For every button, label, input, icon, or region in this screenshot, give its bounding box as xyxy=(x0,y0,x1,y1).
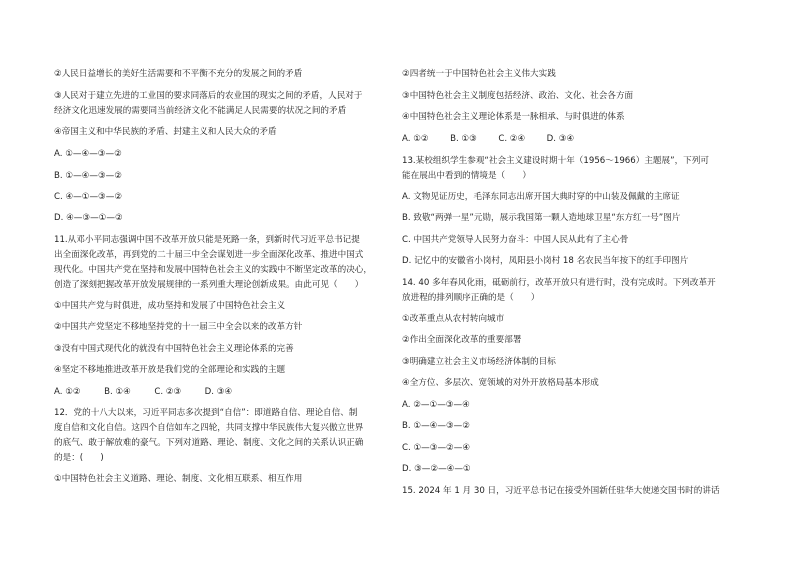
q10-option-4: ④帝国主义和中华民族的矛盾、封建主义和人民大众的矛盾 xyxy=(54,127,277,137)
q12-item-1: ①中国特色社会主义道路、理论、制度、文化相互联系、相互作用 xyxy=(54,474,303,484)
q11-item-1: ①中国共产党与时俱进，成功坚持和发展了中国特色社会主义 xyxy=(54,301,286,311)
q12-choice-b: B. ①③ xyxy=(450,134,477,144)
q11-stem-line3: 现代化。中国共产党在坚持和发展中国特色社会主义的实践中不断坚定改革的决心， xyxy=(54,265,372,275)
q12-stem-line3: 的底气、敢于解放难的豪气。下列对道路、理论、制度、文化之间的关系认识正确 xyxy=(54,438,364,448)
q14-item-2: ②作出全面深化改革的重要部署 xyxy=(402,335,522,345)
q10-option-3-line2: 经济文化迅速发展的需要同当前经济文化不能满足人民需要的状况之间的矛盾 xyxy=(54,106,347,116)
q12-stem-line4: 的是：( ) xyxy=(54,453,104,463)
q11-choice-c: C. ②③ xyxy=(154,387,182,397)
q12-item-3: ③中国特色社会主义制度包括经济、政治、文化、社会各方面 xyxy=(402,91,634,101)
q12-stem-line2: 度自信和文化自信。这四个自信如车之四轮，共同支撑中华民族伟大复兴傲立世界 xyxy=(54,423,364,433)
q11-stem-line2: 出全面深化改革，再到党的二十届三中全会谋划进一步全面深化改革、推进中国式 xyxy=(54,250,364,260)
q10-choice-a: A. ①—④—③—② xyxy=(54,149,122,159)
q11-item-2: ②中国共产党坚定不移地坚持党的十一届三中全会以来的改革方针 xyxy=(54,322,303,332)
q10-choice-b: B. ①—④—③—② xyxy=(54,171,122,181)
q14-stem-line2: 放进程的排列顺序正确的是（ ） xyxy=(402,293,540,303)
q11-choice-b: B. ①④ xyxy=(104,387,131,397)
q14-item-3: ③明确建立社会主义市场经济体制的目标 xyxy=(402,357,556,367)
q13-stem-line1: 13.某校组织学生参观“社会主义建设时期十年（1956～1966）主题展”，下列可 xyxy=(402,156,709,166)
q11-choice-a: A. ①② xyxy=(54,387,81,397)
q14-item-4: ④全方位、多层次、宽领域的对外开放格局基本形成 xyxy=(402,378,599,388)
q12-item-2: ②四者统一于中国特色社会主义伟大实践 xyxy=(402,69,556,79)
q11-stem-line1: 11.从邓小平同志强调中国不改革开放只能是死路一条，到新时代习近平总书记提 xyxy=(54,235,360,245)
q12-choice-d: D. ③④ xyxy=(546,134,575,144)
q12-choice-a: A. ①② xyxy=(402,134,429,144)
q11-choice-d: D. ③④ xyxy=(204,387,233,397)
q13-choice-d: D. 记忆中的安徽省小岗村，凤阳县小岗村 18 名农民当年按下的红手印图片 xyxy=(402,256,689,266)
q13-stem-line2: 能在展出中看到的情境是（ ） xyxy=(402,171,531,181)
q10-option-3-line1: ③人民对于建立先进的工业国的要求同落后的农业国的现实之间的矛盾，人民对于 xyxy=(54,91,363,101)
q14-stem-line1: 14. 40 多年春风化雨，砥砺前行，改革开放只有进行时，没有完成时。下列改革开 xyxy=(402,278,716,288)
q14-choice-a: A. ②—①—③—④ xyxy=(402,400,470,410)
q12-choices xyxy=(402,133,574,146)
q11-item-3: ③没有中国式现代化的就没有中国特色社会主义理论体系的完善 xyxy=(54,344,294,354)
q11-item-4: ④坚定不移地推进改革开放是我们党的全部理论和实践的主题 xyxy=(54,365,286,375)
q14-choice-c: C. ①—③—②—④ xyxy=(402,443,471,453)
q13-choice-a: A. 文物见证历史，毛泽东同志出席开国大典时穿的中山装及佩戴的主席证 xyxy=(402,192,680,202)
q10-choice-d: D. ④—③—①—② xyxy=(54,213,123,223)
q14-choice-b: B. ①—④—③—② xyxy=(402,421,470,431)
q11-choices xyxy=(54,386,232,399)
q10-option-2: ②人民日益增长的美好生活需要和不平衡不充分的发展之间的矛盾 xyxy=(54,69,303,79)
q11-stem-line4: 创造了深刻把握改革开放发展规律的一系列重大理论创新成果。由此可见（ ） xyxy=(54,280,364,290)
q14-item-1: ①改革重点从农村转向城市 xyxy=(402,314,505,324)
q10-choice-c: C. ④—①—③—② xyxy=(54,192,123,202)
q13-choice-b: B. 致敬“两弹一星”元勋，展示我国第一颗人造地球卫星“东方红一号”图片 xyxy=(402,213,681,223)
q12-choice-c: C. ②④ xyxy=(498,134,526,144)
q13-choice-c: C. 中国共产党领导人民努力奋斗：中国人民从此有了主心骨 xyxy=(402,235,629,245)
q14-choice-d: D. ③—②—④—① xyxy=(402,464,471,474)
q12-stem-line1: 12．党的十八大以来，习近平同志多次提到“自信”：即道路自信、理论自信、制 xyxy=(54,408,358,418)
q12-item-4: ④中国特色社会主义理论体系是一脉相承、与时俱进的体系 xyxy=(402,112,625,122)
q15-stem: 15. 2024 年 1 月 30 日，习近平总书记在接受外国新任驻华大使递交国书时的讲话 xyxy=(402,486,720,496)
